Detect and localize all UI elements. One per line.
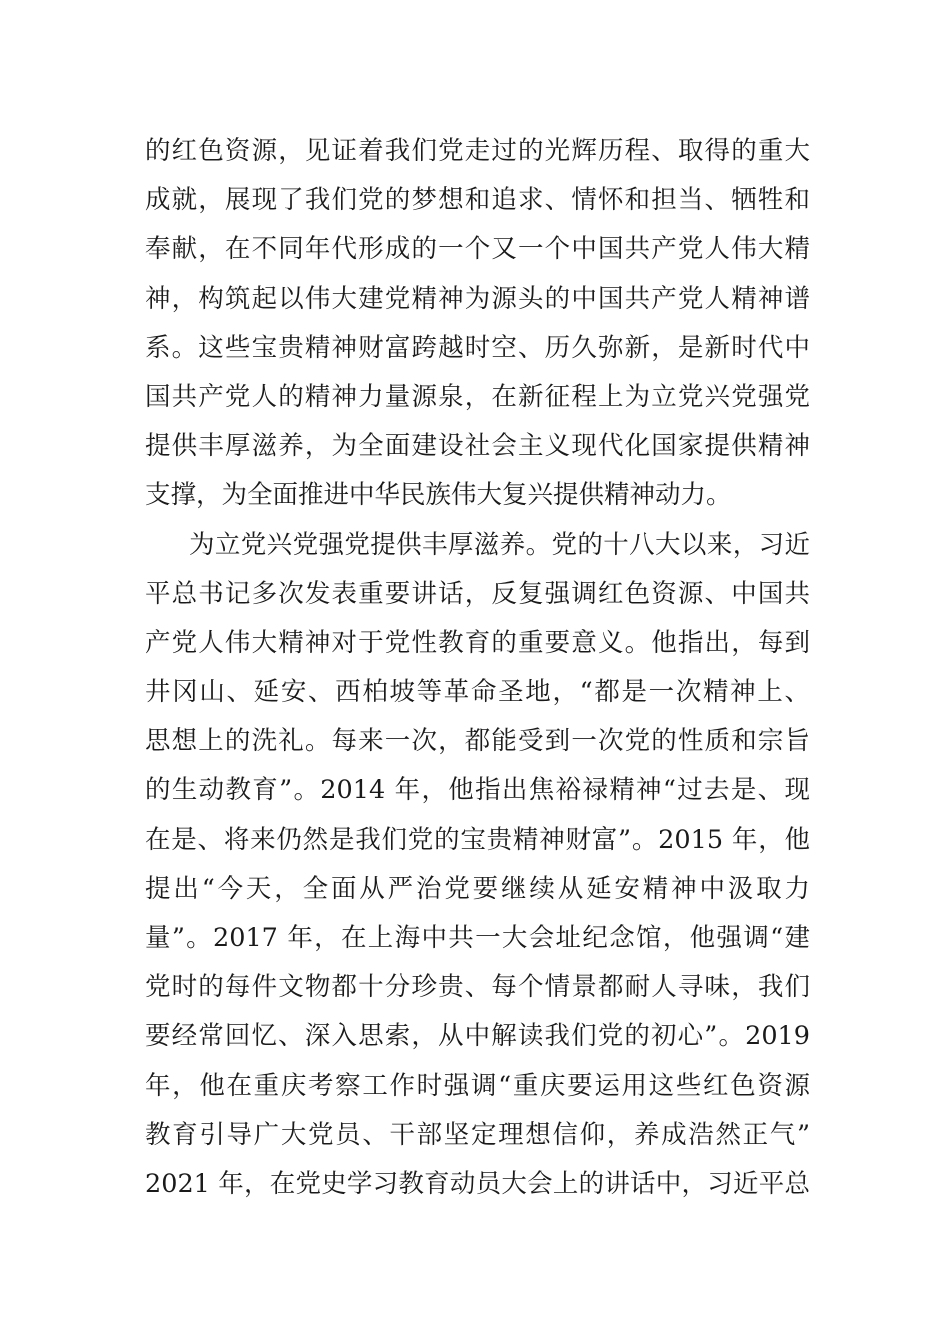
text-line: 平总书记多次发表重要讲话，反复强调红色资源、中国共 — [145, 578, 810, 609]
text-line: 的红色资源，见证着我们党走过的光辉历程、取得的重大 — [145, 136, 810, 166]
paragraph-1 — [145, 127, 810, 521]
text-line: 党时的每件文物都十分珍贵、每个情景都耐人寻味，我们 — [145, 972, 810, 1003]
text-line: 为立党兴党强党提供丰厚滋养。党的十八大以来，习近 — [189, 529, 810, 560]
paragraph-2 — [145, 521, 810, 1210]
text-line: 年，他在重庆考察工作时强调“重庆要运用这些红色资源 — [145, 1070, 810, 1101]
text-line: 思想上的洗礼。每来一次，都能受到一次党的性质和宗旨 — [145, 726, 810, 757]
text-line: 奉献，在不同年代形成的一个又一个中国共产党人伟大精 — [145, 234, 810, 265]
text-line: 在是、将来仍然是我们党的宝贵精神财富”。2015 年，他 — [145, 824, 810, 855]
text-line: 的生动教育”。2014 年，他指出焦裕禄精神“过去是、现 — [145, 775, 810, 806]
text-line: 产党人伟大精神对于党性教育的重要意义。他指出，每到 — [145, 627, 810, 658]
text-line: 要经常回忆、深入思索，从中解读我们党的初心”。2019 — [145, 1021, 810, 1052]
text-line: 量”。2017 年，在上海中共一大会址纪念馆，他强调“建 — [145, 923, 810, 953]
text-line: 神，构筑起以伟大建党精神为源头的中国共产党人精神谱 — [145, 283, 810, 314]
text-line: 系。这些宝贵精神财富跨越时空、历久弥新，是新时代中 — [145, 332, 810, 363]
text-line: 国共产党人的精神力量源泉，在新征程上为立党兴党强党 — [145, 381, 810, 412]
text-line: 提供丰厚滋养，为全面建设社会主义现代化国家提供精神 — [145, 431, 810, 462]
text-line: 支撑，为全面推进中华民族伟大复兴提供精神动力。 — [145, 480, 732, 511]
document-body — [145, 127, 810, 1209]
text-line: 2021 年，在党史学习教育动员大会上的讲话中，习近平总 — [145, 1168, 810, 1199]
text-line: 提出“今天，全面从严治党要继续从延安精神中汲取力 — [145, 873, 810, 904]
text-line: 教育引导广大党员、干部坚定理想信仰，养成浩然正气” — [145, 1119, 810, 1150]
text-line: 成就，展现了我们党的梦想和追求、情怀和担当、牺牲和 — [145, 185, 810, 216]
text-line: 井冈山、延安、西柏坡等革命圣地，“都是一次精神上、 — [145, 677, 810, 708]
